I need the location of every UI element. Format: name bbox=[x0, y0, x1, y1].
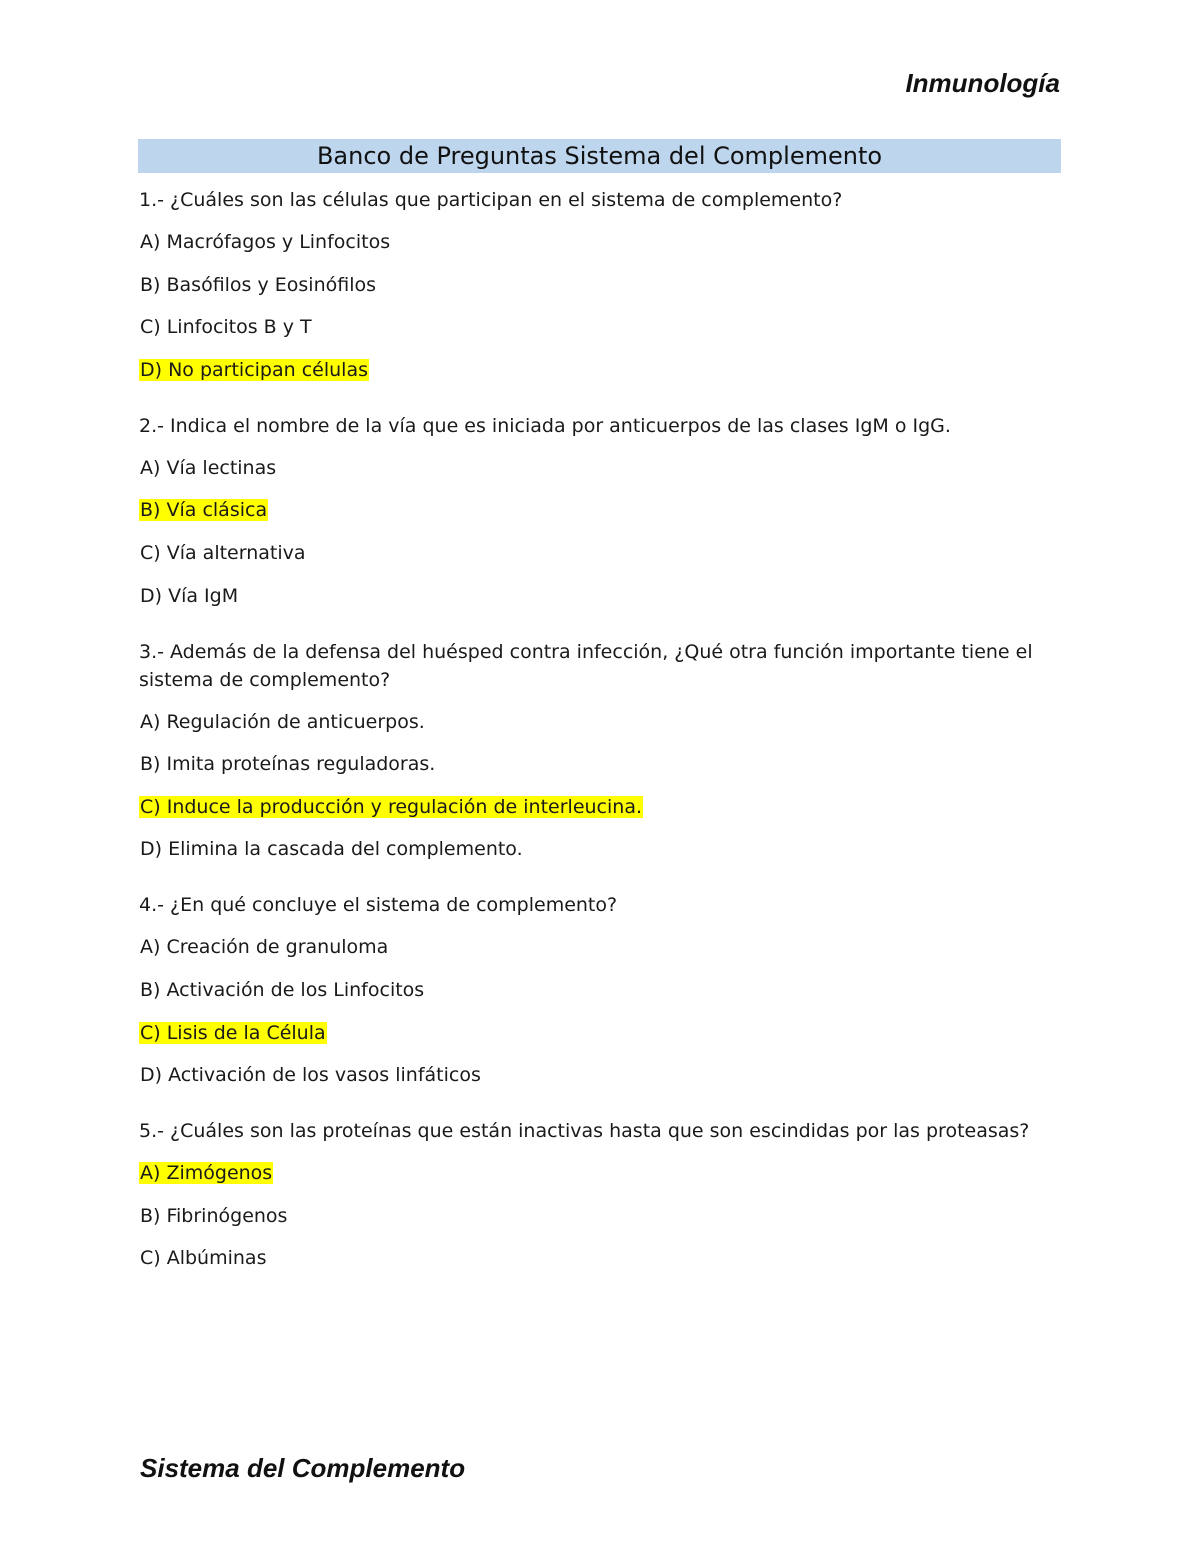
answer-option bbox=[139, 228, 1069, 256]
answer-option-text: A) Vía lectinas bbox=[140, 456, 277, 479]
question-block bbox=[139, 412, 1069, 610]
question-text: 4.- ¿En qué concluye el sistema de complemento? bbox=[139, 894, 618, 917]
answer-option bbox=[139, 496, 1069, 524]
answer-option bbox=[139, 313, 1069, 341]
answer-option bbox=[139, 539, 1069, 567]
answer-option-text: B) Imita proteínas reguladoras. bbox=[140, 753, 436, 776]
answer-option bbox=[139, 1019, 1069, 1047]
answer-option bbox=[139, 750, 1069, 778]
answer-option bbox=[139, 454, 1069, 482]
answer-option-text: B) Basófilos y Eosinófilos bbox=[140, 273, 377, 296]
answer-option-text: D) Activación de los vasos linfáticos bbox=[140, 1064, 481, 1087]
question-bank-banner: Banco de Preguntas Sistema del Complemento bbox=[138, 139, 1061, 173]
answer-option bbox=[139, 793, 1069, 821]
answer-option-text: A) Regulación de anticuerpos. bbox=[140, 710, 425, 733]
answer-option-text: C) Albúminas bbox=[140, 1247, 267, 1270]
answer-option bbox=[139, 933, 1069, 961]
answer-option bbox=[139, 356, 1069, 384]
answer-option-text: A) Macrófagos y Linfocitos bbox=[140, 231, 391, 253]
answer-option bbox=[139, 976, 1069, 1004]
answer-option bbox=[139, 1202, 1069, 1230]
question-text: 2.- Indica el nombre de la vía que es iniciada por anticuerpos de las clases IgM o IgG. bbox=[139, 414, 951, 437]
answer-option bbox=[139, 1244, 1069, 1272]
answer-option-text: A) Zimógenos bbox=[140, 1162, 273, 1185]
question-block bbox=[139, 186, 1069, 384]
answer-option bbox=[139, 1061, 1069, 1089]
answer-option bbox=[139, 1159, 1069, 1187]
question-text: 1.- ¿Cuáles son las células que participan en el sistema de complemento? bbox=[139, 189, 843, 211]
answer-option bbox=[139, 582, 1069, 610]
answer-option bbox=[139, 835, 1069, 863]
answer-option-text: B) Vía clásica bbox=[140, 499, 268, 522]
question-text: 3.- Además de la defensa del huésped contra infección, ¿Qué otra función importante tiene el sistema de complemento? bbox=[139, 640, 1033, 691]
answer-option-text: D) Vía IgM bbox=[140, 584, 239, 607]
question-text: 5.- ¿Cuáles son las proteínas que están inactivas hasta que son escindidas por las proteasas? bbox=[139, 1120, 1030, 1143]
answer-option-text: D) Elimina la cascada del complemento. bbox=[140, 838, 523, 861]
question-block bbox=[139, 891, 1069, 1089]
answer-option-text: D) No participan células bbox=[140, 358, 368, 381]
answer-option bbox=[139, 271, 1069, 299]
answer-option-text: A) Creación de granuloma bbox=[140, 936, 389, 959]
answer-option-text: C) Induce la producción y regulación de interleucina. bbox=[140, 795, 643, 818]
answer-option-text: C) Vía alternativa bbox=[140, 541, 306, 564]
document-header-title: Inmunología bbox=[905, 68, 1060, 98]
question-block bbox=[139, 1117, 1069, 1272]
answer-option-text: C) Linfocitos B y T bbox=[140, 316, 312, 339]
answer-option-text: C) Lisis de la Célula bbox=[140, 1021, 326, 1044]
section-title: Sistema del Complemento bbox=[140, 1453, 466, 1483]
question-list bbox=[139, 186, 1069, 1300]
answer-option bbox=[139, 708, 1069, 736]
answer-option-text: B) Activación de los Linfocitos bbox=[140, 978, 425, 1001]
question-block bbox=[139, 638, 1069, 864]
answer-option-text: B) Fibrinógenos bbox=[140, 1204, 288, 1227]
